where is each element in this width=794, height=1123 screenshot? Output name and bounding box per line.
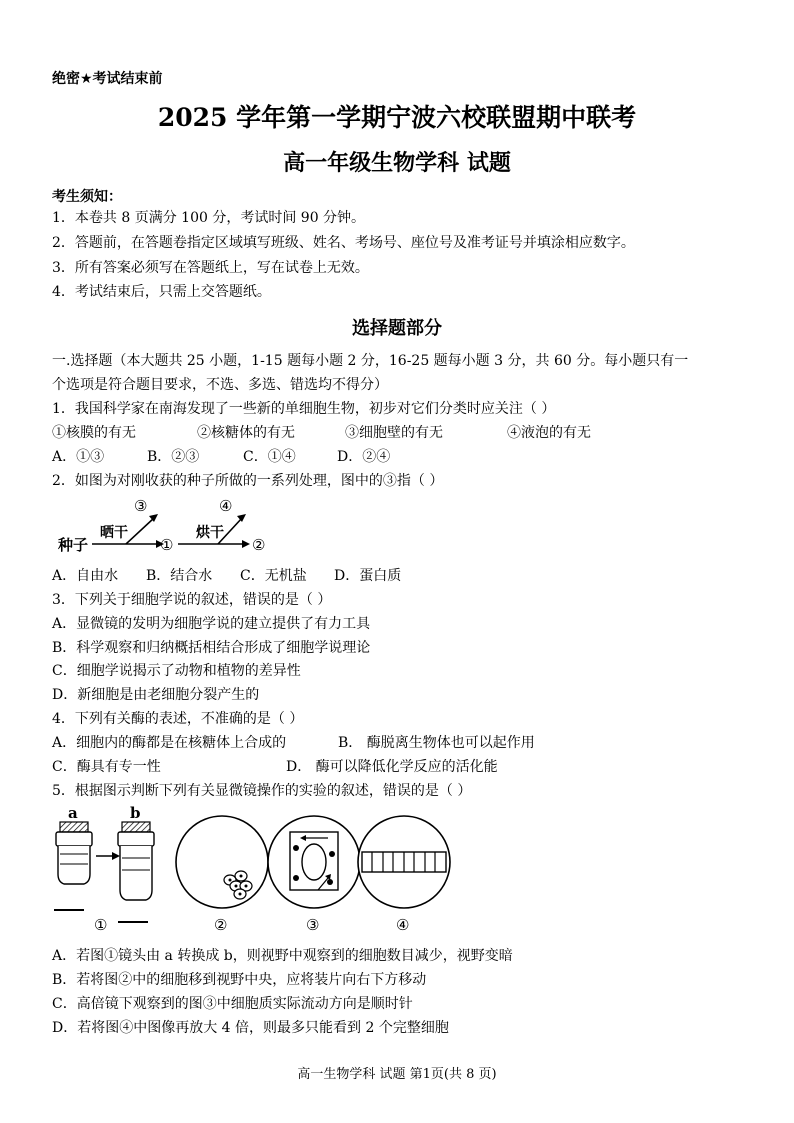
step1-label: 晒干 [100, 525, 128, 541]
q4-option: C．酶具有专一性 [52, 759, 161, 775]
section-intro-line: 个选项是符合题目要求，不选、多选、错选均不得分） [52, 377, 388, 393]
q3-stem: 3．下列关于细胞学说的叙述，错误的是（ ） [52, 592, 332, 608]
q5-option: D．若将图④中图像再放大 4 倍，则最多只能看到 2 个完整细胞 [52, 1020, 449, 1036]
fig2-label: ② [214, 916, 228, 934]
lens-b-label: b [130, 804, 141, 822]
q4-stem: 4．下列有关酶的表述，不准确的是（ ） [52, 711, 304, 727]
q5-option: B．若将图②中的细胞移到视野中央，应将装片向右下方移动 [52, 972, 427, 988]
q5-microscope-diagram [44, 804, 464, 940]
q2-seed-treatment-diagram [52, 494, 292, 560]
q1-statement: ③细胞壁的有无 [345, 425, 443, 441]
exam-title: 2025 学年第一学期宁波六校联盟期中联考 [157, 103, 637, 132]
q1-option: D．②④ [337, 449, 391, 465]
exam-subtitle: 高一年级生物学科 试题 [283, 150, 511, 176]
q1-statement: ②核糖体的有无 [197, 425, 295, 441]
q1-option: A．①③ [52, 449, 105, 465]
section-intro-line: 一.选择题（本大题共 25 小题，1-15 题每小题 2 分，16-25 题每小题 3 分，共 60 分。每小题只有一 [52, 353, 689, 369]
notice-item: 1．本卷共 8 页满分 100 分，考试时间 90 分钟。 [52, 210, 366, 226]
circle2-label: ② [252, 536, 266, 554]
q3-option: B．科学观察和归纳概括相结合形成了细胞学说理论 [52, 640, 371, 656]
q2-option: B．结合水 [146, 568, 213, 584]
q2-option: A．自由水 [52, 568, 119, 584]
q1-option: B．②③ [147, 449, 200, 465]
circle3-label: ③ [134, 497, 148, 515]
q4-option: D． 酶可以降低化学反应的活化能 [286, 759, 498, 775]
q1-statement: ④液泡的有无 [507, 425, 591, 441]
q1-stem: 1．我国科学家在南海发现了一些新的单细胞生物，初步对它们分类时应关注（ ） [52, 401, 556, 417]
q3-option: D．新细胞是由老细胞分裂产生的 [52, 687, 260, 703]
q2-stem: 2．如图为对刚收获的种子所做的一系列处理，图中的③指（ ） [52, 473, 444, 489]
q2-option: C．无机盐 [240, 568, 307, 584]
circle1-label: ① [160, 536, 174, 554]
circle4-label: ④ [219, 497, 233, 515]
q1-option: C．①④ [243, 449, 296, 465]
fig1-label: ① [94, 916, 108, 934]
section-title: 选择题部分 [352, 318, 442, 339]
notice-item: 4．考试结束后，只需上交答题纸。 [52, 284, 271, 300]
q5-option: A．若图①镜头由 a 转换成 b，则视野中观察到的细胞数目减少，视野变暗 [52, 948, 513, 964]
q4-option: A．细胞内的酶都是在核糖体上合成的 [52, 735, 287, 751]
step2-label: 烘干 [196, 525, 224, 541]
q3-option: A．显微镜的发明为细胞学说的建立提供了有力工具 [52, 616, 371, 632]
notice-item: 2．答题前，在答题卷指定区域填写班级、姓名、考场号、座位号及准考证号并填涂相应数字。 [52, 235, 635, 251]
notice-heading: 考生须知： [52, 189, 122, 205]
page-footer: 高一生物学科 试题 第1页(共 8 页) [297, 1067, 497, 1082]
fig3-label: ③ [306, 916, 320, 934]
q5-stem: 5．根据图示判断下列有关显微镜操作的实验的叙述，错误的是（ ） [52, 783, 472, 799]
q4-option: B． 酶脱离生物体也可以起作用 [338, 735, 535, 751]
notice-item: 3．所有答案必须写在答题纸上，写在试卷上无效。 [52, 260, 369, 276]
q5-option: C．高倍镜下观察到的图③中细胞质实际流动方向是顺时针 [52, 996, 413, 1012]
q3-option: C．细胞学说揭示了动物和植物的差异性 [52, 663, 301, 679]
confidential-label: 绝密★考试结束前 [52, 71, 163, 87]
fig4-label: ④ [396, 916, 410, 934]
q2-option: D．蛋白质 [334, 568, 402, 584]
q1-statement: ①核膜的有无 [52, 425, 136, 441]
seed-label: 种子 [58, 536, 89, 554]
lens-a-label: a [68, 804, 78, 822]
